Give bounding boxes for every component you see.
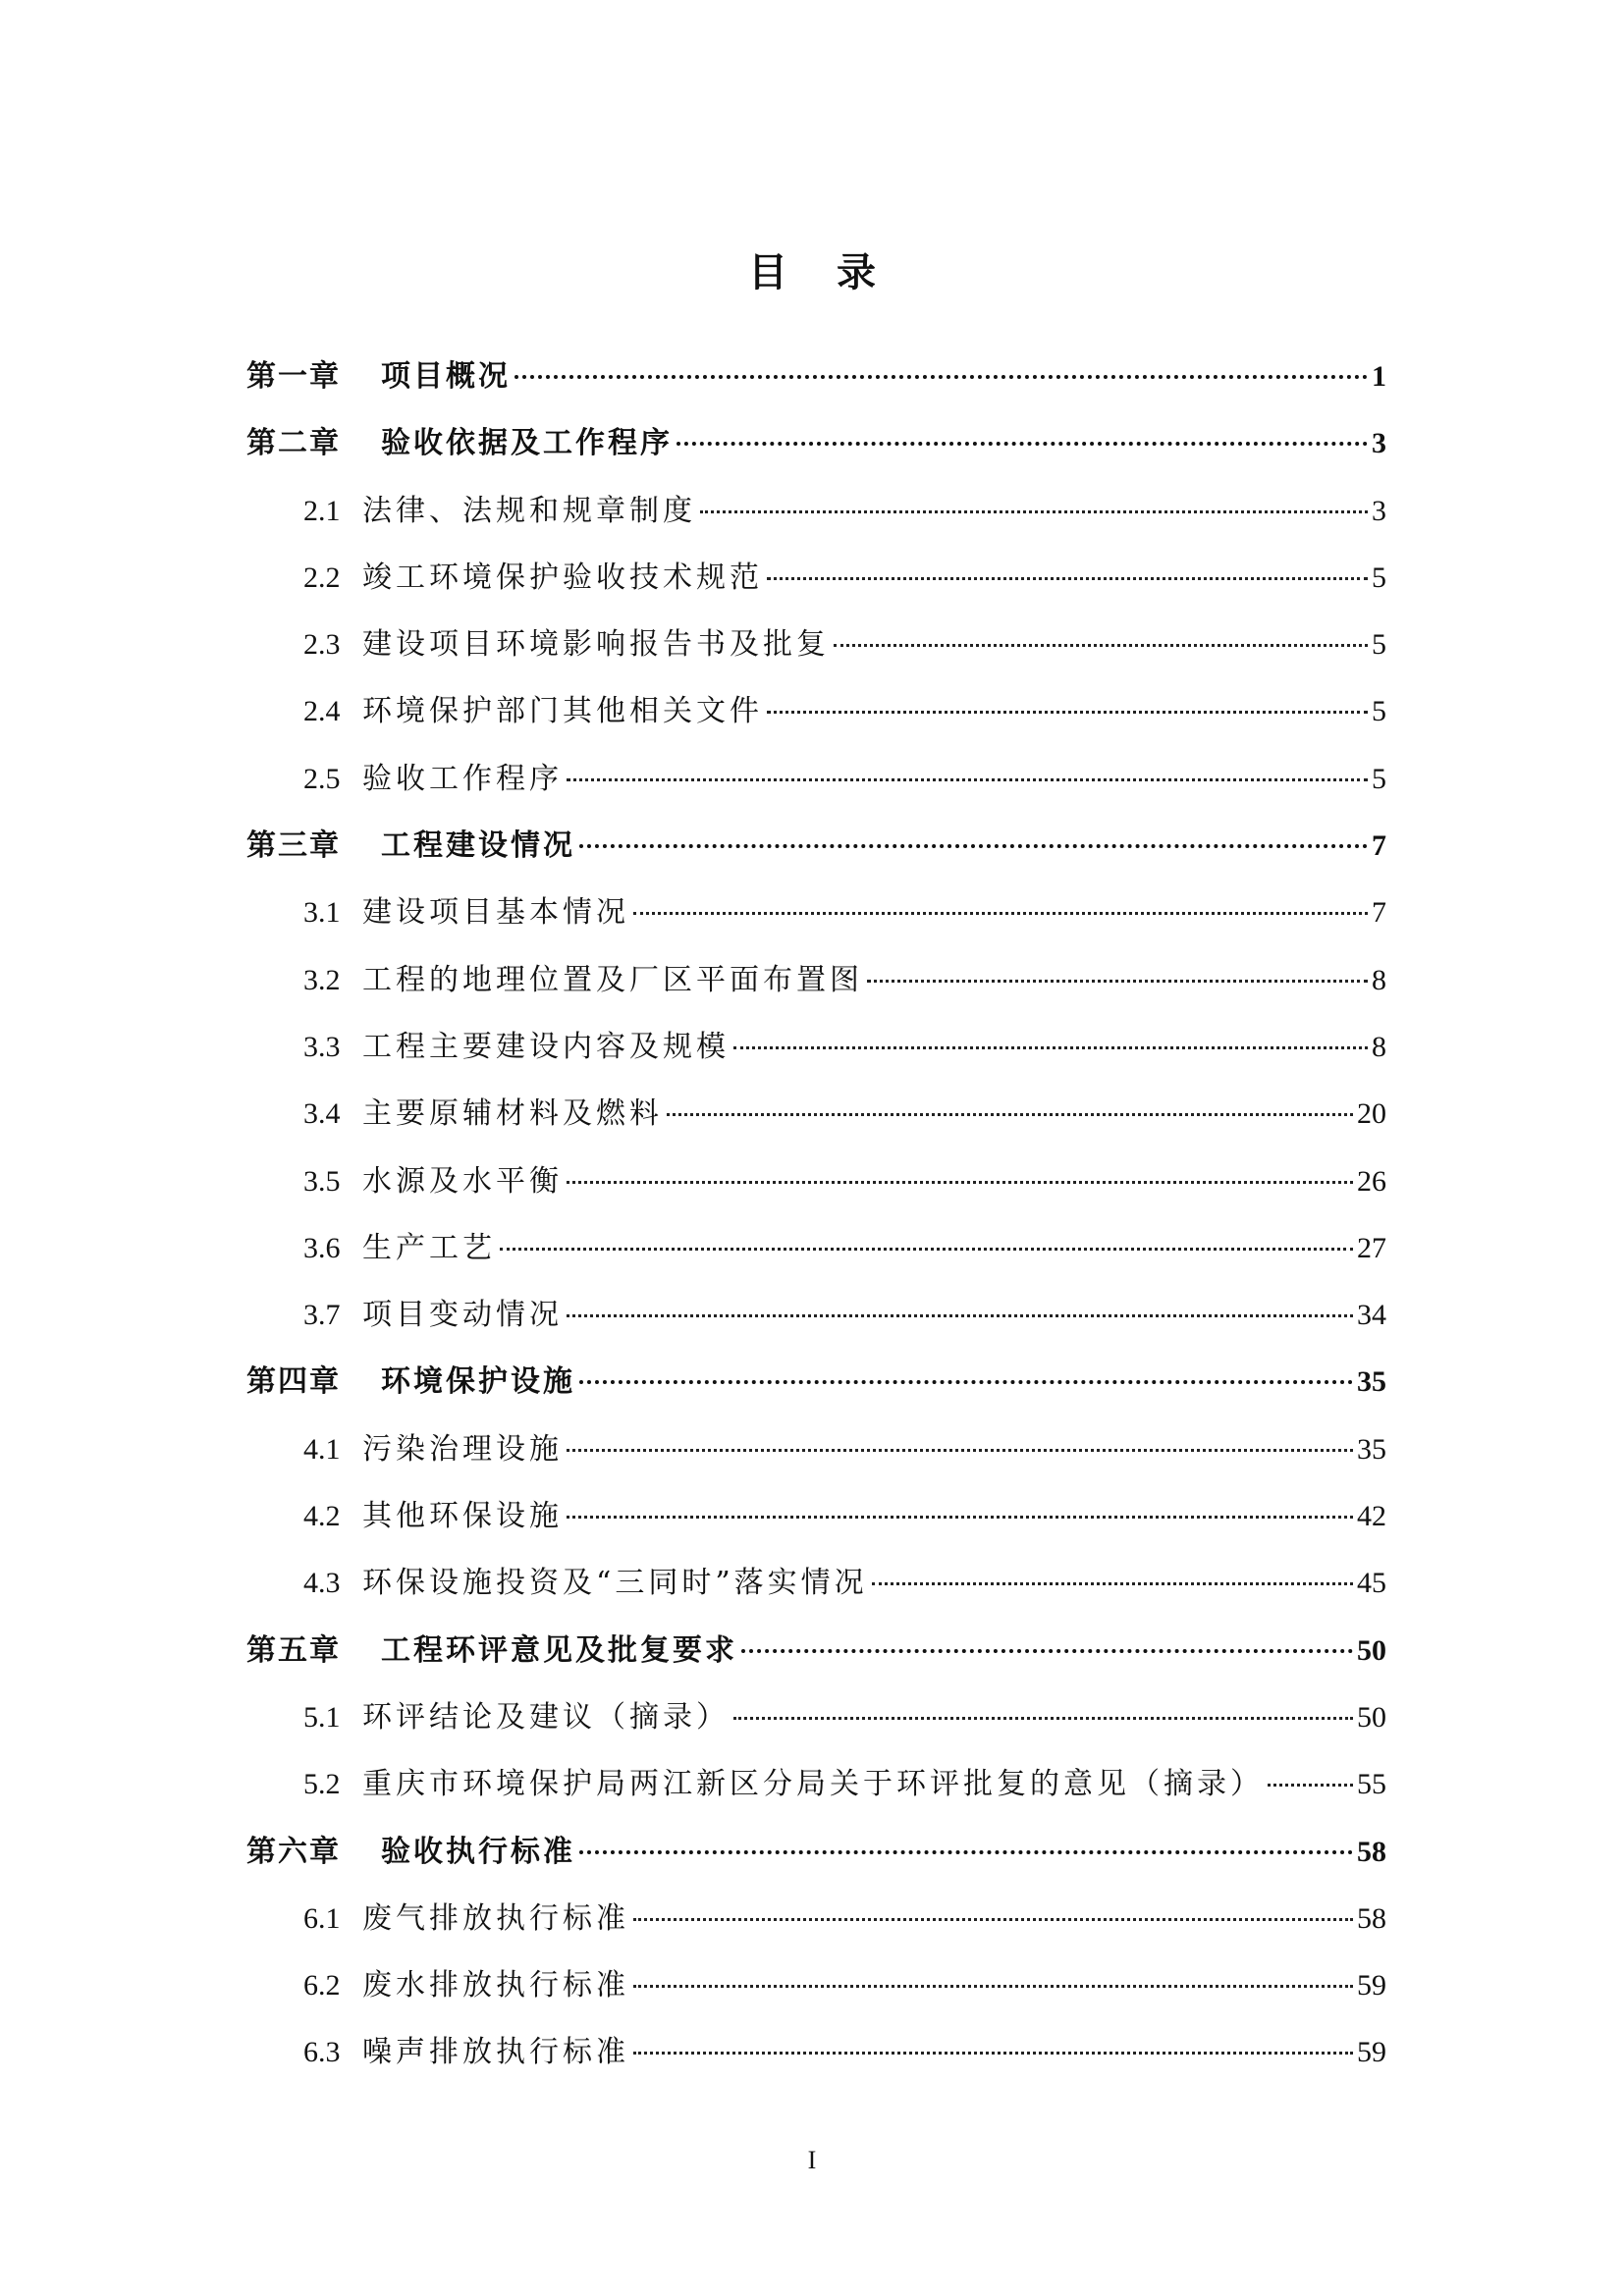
toc-entry-number: 6.2	[303, 1969, 341, 2002]
toc-entry-number: 第五章	[246, 1632, 341, 1668]
toc-entry-title: 环评结论及建议（摘录）	[362, 1699, 730, 1735]
toc-entry-page: 5	[1372, 628, 1386, 662]
toc-section-entry[interactable]	[246, 955, 1386, 1022]
toc-dot-leader	[767, 577, 1368, 580]
toc-entry-number: 3.3	[303, 1030, 341, 1063]
toc-entry-page: 34	[1357, 1299, 1386, 1332]
toc-entry-page: 50	[1357, 1700, 1386, 1734]
toc-entry-number: 4.3	[303, 1567, 341, 1600]
toc-dot-leader	[567, 778, 1368, 781]
toc-section-entry[interactable]	[246, 1089, 1386, 1155]
toc-dot-leader	[1268, 1784, 1353, 1787]
page-number: I	[807, 2146, 817, 2174]
toc-dot-leader	[633, 1985, 1353, 1988]
toc-entry-title: 噪声排放执行标准	[362, 2035, 629, 2070]
toc-section-entry[interactable]	[246, 1223, 1386, 1290]
toc-entry-title: 污染治理设施	[362, 1431, 563, 1467]
toc-entry-number: 3.4	[303, 1097, 341, 1131]
toc-dot-leader	[867, 980, 1368, 983]
toc-entry-title: 环保设施投资及“三同时”落实情况	[362, 1566, 868, 1601]
toc-entry-title: 水源及水平衡	[362, 1163, 563, 1199]
toc-entry-title: 环境保护设施	[381, 1364, 575, 1400]
toc-section-entry[interactable]	[246, 2027, 1386, 2094]
toc-entry-page: 3	[1372, 427, 1386, 460]
toc-entry-title: 重庆市环境保护局两江新区分局关于环评批复的意见（摘录）	[362, 1767, 1264, 1802]
toc-dot-leader	[767, 711, 1368, 714]
toc-entry-page: 5	[1372, 695, 1386, 728]
toc-dot-leader	[677, 442, 1368, 446]
toc-entry-title: 生产工艺	[362, 1230, 496, 1265]
toc-section-entry[interactable]	[246, 887, 1386, 954]
toc-chapter-entry[interactable]	[246, 418, 1386, 485]
toc-dot-leader	[667, 1113, 1353, 1116]
toc-entry-page: 20	[1357, 1097, 1386, 1131]
toc-entry-number: 2.3	[303, 628, 341, 662]
toc-entry-title: 其他环保设施	[362, 1499, 563, 1534]
toc-section-entry[interactable]	[246, 486, 1386, 553]
toc-entry-page: 58	[1357, 1901, 1386, 1935]
toc-entry-number: 3.6	[303, 1231, 341, 1264]
toc-entry-title: 验收工作程序	[362, 761, 563, 796]
toc-dot-leader	[733, 1717, 1353, 1720]
toc-entry-title: 验收执行标准	[381, 1834, 575, 1869]
toc-dot-leader	[733, 1046, 1368, 1049]
toc-section-entry[interactable]	[246, 1894, 1386, 1960]
toc-entry-title: 法律、法规和规章制度	[362, 493, 696, 528]
toc-entry-page: 42	[1357, 1500, 1386, 1533]
toc-entry-number: 2.5	[303, 762, 341, 795]
toc-section-entry[interactable]	[246, 1424, 1386, 1491]
toc-entry-page: 7	[1372, 896, 1386, 930]
toc-entry-number: 第二章	[246, 426, 341, 461]
toc-entry-number: 4.2	[303, 1500, 341, 1533]
toc-entry-page: 50	[1357, 1633, 1386, 1667]
toc-entry-number: 3.7	[303, 1299, 341, 1332]
toc-chapter-entry[interactable]	[246, 821, 1386, 887]
toc-section-entry[interactable]	[246, 1960, 1386, 2027]
toc-dot-leader	[872, 1582, 1353, 1585]
toc-entry-title: 项目变动情况	[362, 1298, 563, 1333]
toc-entry-page: 58	[1357, 1835, 1386, 1868]
toc-dot-leader	[514, 375, 1368, 379]
toc-section-entry[interactable]	[246, 553, 1386, 619]
toc-entry-page: 8	[1372, 963, 1386, 996]
toc-entry-title: 建设项目环境影响报告书及批复	[362, 627, 830, 663]
toc-entry-page: 5	[1372, 561, 1386, 594]
toc-entry-page: 59	[1357, 1969, 1386, 2002]
toc-entry-number: 5.1	[303, 1700, 341, 1734]
toc-entry-number: 2.1	[303, 494, 341, 527]
toc-entry-title: 工程主要建设内容及规模	[362, 1029, 730, 1064]
toc-entry-title: 项目概况	[381, 359, 511, 394]
toc-title: 目录	[748, 249, 925, 295]
toc-dot-leader	[633, 1918, 1353, 1921]
toc-entry-page: 7	[1372, 829, 1386, 863]
toc-entry-number: 3.1	[303, 896, 341, 930]
toc-dot-leader	[741, 1649, 1353, 1653]
toc-entry-number: 6.3	[303, 2036, 341, 2069]
toc-chapter-entry[interactable]	[246, 1357, 1386, 1423]
toc-entry-number: 5.2	[303, 1768, 341, 1801]
toc-entry-title: 废气排放执行标准	[362, 1900, 629, 1936]
toc-dot-leader	[567, 1314, 1353, 1317]
toc-dot-leader	[700, 510, 1368, 513]
toc-entry-number: 2.2	[303, 561, 341, 594]
toc-entry-page: 55	[1357, 1768, 1386, 1801]
toc-entry-number: 第一章	[246, 359, 341, 394]
toc-entry-title: 主要原辅材料及燃料	[362, 1096, 663, 1132]
toc-entry-title: 验收依据及工作程序	[381, 426, 673, 461]
toc-entry-number: 3.2	[303, 963, 341, 996]
toc-entry-title: 建设项目基本情况	[362, 895, 629, 931]
toc-entry-title: 废水排放执行标准	[362, 1968, 629, 2003]
toc-section-entry[interactable]	[246, 1156, 1386, 1223]
toc-entry-number: 第三章	[246, 828, 341, 864]
toc-dot-leader	[633, 2052, 1353, 2055]
toc-section-entry[interactable]	[246, 619, 1386, 686]
toc-dot-leader	[633, 912, 1368, 915]
toc-chapter-entry[interactable]	[246, 351, 1386, 418]
toc-entry-number: 2.4	[303, 695, 341, 728]
toc-dot-leader	[579, 1850, 1353, 1854]
toc-entry-title: 工程环评意见及批复要求	[381, 1632, 737, 1668]
toc-entry-number: 第六章	[246, 1834, 341, 1869]
toc-dot-leader	[579, 844, 1368, 848]
toc-entry-page: 8	[1372, 1030, 1386, 1063]
toc-section-entry[interactable]	[246, 1759, 1386, 1826]
toc-entry-number: 3.5	[303, 1164, 341, 1198]
toc-entry-page: 45	[1357, 1567, 1386, 1600]
toc-dot-leader	[567, 1516, 1353, 1519]
toc-chapter-entry[interactable]	[246, 1827, 1386, 1894]
toc-entry-title: 工程建设情况	[381, 828, 575, 864]
toc-entry-title: 工程的地理位置及厂区平面布置图	[362, 962, 863, 997]
toc-section-entry[interactable]	[246, 1022, 1386, 1089]
toc-section-entry[interactable]	[246, 1290, 1386, 1357]
toc-dot-leader	[567, 1181, 1353, 1184]
toc-entry-page: 1	[1372, 360, 1386, 393]
toc-entry-page: 5	[1372, 762, 1386, 795]
table-of-contents	[246, 351, 1386, 2095]
toc-entry-number: 4.1	[303, 1432, 341, 1466]
toc-entry-title: 竣工环境保护验收技术规范	[362, 560, 763, 595]
toc-section-entry[interactable]	[246, 1491, 1386, 1558]
toc-entry-page: 26	[1357, 1164, 1386, 1198]
toc-chapter-entry[interactable]	[246, 1626, 1386, 1692]
toc-entry-page: 59	[1357, 2036, 1386, 2069]
toc-section-entry[interactable]	[246, 1558, 1386, 1625]
toc-dot-leader	[834, 644, 1368, 647]
toc-entry-page: 35	[1357, 1365, 1386, 1399]
toc-section-entry[interactable]	[246, 1692, 1386, 1759]
toc-section-entry[interactable]	[246, 686, 1386, 753]
toc-dot-leader	[579, 1380, 1353, 1384]
toc-dot-leader	[500, 1248, 1353, 1251]
toc-entry-page: 27	[1357, 1231, 1386, 1264]
toc-entry-page: 3	[1372, 494, 1386, 527]
toc-section-entry[interactable]	[246, 754, 1386, 821]
toc-entry-page: 35	[1357, 1432, 1386, 1466]
toc-entry-title: 环境保护部门其他相关文件	[362, 694, 763, 729]
toc-dot-leader	[567, 1449, 1353, 1452]
toc-entry-number: 第四章	[246, 1364, 341, 1400]
toc-entry-number: 6.1	[303, 1901, 341, 1935]
